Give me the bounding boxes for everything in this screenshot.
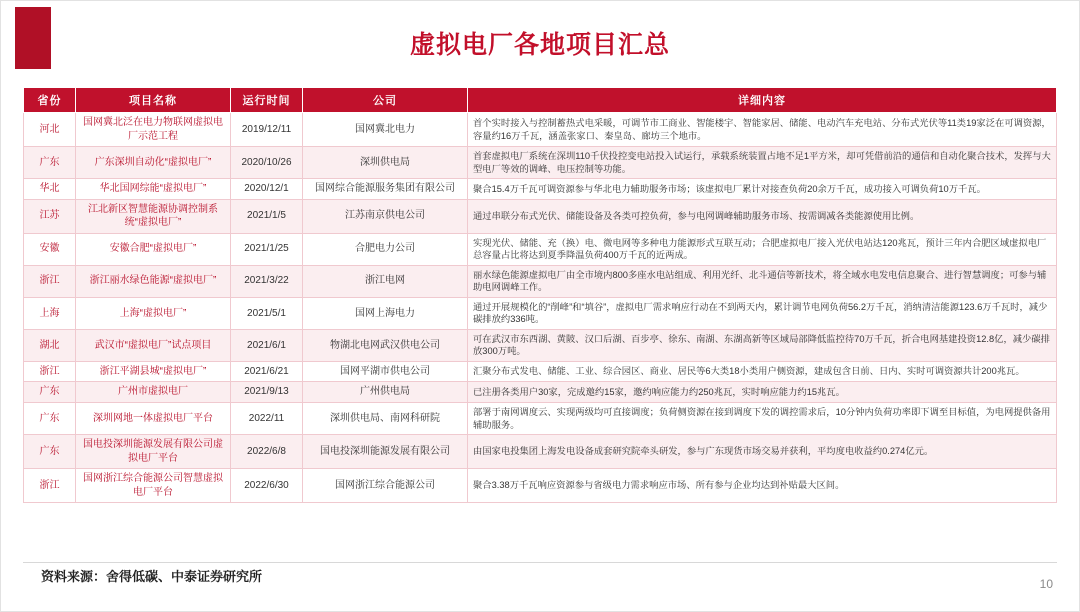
cell-company: 江苏南京供电公司 — [303, 199, 468, 233]
cell-date: 2019/12/11 — [231, 113, 303, 147]
cell-project: 华北国网综能“虚拟电厂” — [76, 179, 231, 200]
cell-company: 国网浙江综合能源公司 — [303, 469, 468, 503]
vpp-project-table — [23, 87, 1057, 503]
vpp-project-table-container — [23, 87, 1057, 503]
cell-province: 浙江 — [24, 265, 76, 297]
table-row — [24, 361, 1057, 382]
column-header-company: 公司 — [303, 88, 468, 113]
table-row — [24, 199, 1057, 233]
cell-company: 浙江电网 — [303, 265, 468, 297]
cell-project: 国网浙江综合能源公司智慧虚拟电厂平台 — [76, 469, 231, 503]
cell-project: 安徽合肥“虚拟电厂” — [76, 233, 231, 265]
cell-company: 国网上海电力 — [303, 297, 468, 329]
table-row — [24, 297, 1057, 329]
column-header-project: 项目名称 — [76, 88, 231, 113]
cell-detail: 部署于南网调度云、实现两级均可直接调度；负荷侧资源在接到调度下发的调控需求后，10分钟内负荷功率即下调至目标值，为电网提供备用辅助服务。 — [468, 402, 1057, 434]
cell-date: 2022/11 — [231, 402, 303, 434]
cell-province: 安徽 — [24, 233, 76, 265]
column-header-detail: 详细内容 — [468, 88, 1057, 113]
column-header-date: 运行时间 — [231, 88, 303, 113]
cell-company: 广州供电局 — [303, 382, 468, 403]
cell-company: 深圳供电局 — [303, 147, 468, 179]
cell-date: 2021/5/1 — [231, 297, 303, 329]
cell-date: 2022/6/30 — [231, 469, 303, 503]
cell-company: 物湖北电网武汉供电公司 — [303, 329, 468, 361]
cell-detail: 首套虚拟电厂系统在深圳110千伏投控变电站投入试运行，承载系统装置占地不足1平方米，却可凭借前沿的通信和自动化聚合技术，发挥与大型电厂等效的调峰、电压控制等功能。 — [468, 147, 1057, 179]
cell-project: 广东深圳自动化“虚拟电厂” — [76, 147, 231, 179]
cell-date: 2020/10/26 — [231, 147, 303, 179]
page-title: 虚拟电厂各地项目汇总 — [409, 31, 670, 59]
cell-project: 江北新区智慧能源协调控制系统“虚拟电厂” — [76, 199, 231, 233]
cell-province: 河北 — [24, 113, 76, 147]
cell-province: 广东 — [24, 382, 76, 403]
cell-date: 2022/6/8 — [231, 435, 303, 469]
table-row — [24, 113, 1057, 147]
cell-province: 浙江 — [24, 469, 76, 503]
cell-date: 2021/1/5 — [231, 199, 303, 233]
cell-province: 广东 — [24, 147, 76, 179]
cell-date: 2021/6/21 — [231, 361, 303, 382]
cell-detail: 通过开展规模化的“削峰”和“填谷”，虚拟电厂需求响应行动在不到两天内，累计调节电网负荷56.2万千瓦，消纳清洁能源123.6万千瓦时，减少碳排放约336吨。 — [468, 297, 1057, 329]
source-note: 资料来源：舍得低碳、中泰证券研究所 — [41, 569, 263, 584]
cell-detail: 丽水绿色能源虚拟电厂由全市境内800多座水电站组成、利用光纤、北斗通信等新技术，将全域水电发电信息聚合、进行智慧调度；可参与辅助电网调峰工作。 — [468, 265, 1057, 297]
cell-detail: 实现光伏、储能、充（换）电、微电网等多种电力能源形式互联互动；合肥虚拟电厂接入光伏电站达120兆瓦，预计三年内合肥区域虚拟电厂总容量占比将达到夏季降温负荷400万千瓦的近两成。 — [468, 233, 1057, 265]
table-row — [24, 402, 1057, 434]
cell-company: 国网平湖市供电公司 — [303, 361, 468, 382]
cell-project: 武汉市“虚拟电厂”试点项目 — [76, 329, 231, 361]
cell-company: 国网综合能源服务集团有限公司 — [303, 179, 468, 200]
cell-province: 浙江 — [24, 361, 76, 382]
page-number: 10 — [1039, 577, 1053, 591]
footer-divider — [23, 562, 1057, 563]
cell-date: 2021/6/1 — [231, 329, 303, 361]
cell-detail: 已注册各类用户30家，完成邀约15家，邀约响应能力约250兆瓦，实时响应能力约15兆瓦。 — [468, 382, 1057, 403]
cell-date: 2020/12/1 — [231, 179, 303, 200]
cell-province: 广东 — [24, 435, 76, 469]
cell-province: 广东 — [24, 402, 76, 434]
cell-detail: 由国家电投集团上海发电设备成套研究院牵头研发，参与广东现货市场交易并获利，平均度电收益约0.274亿元。 — [468, 435, 1057, 469]
cell-detail: 聚合15.4万千瓦可调资源参与华北电力辅助服务市场；该虚拟电厂累计对接查负荷20余万千瓦，成功接入可调负荷10万千瓦。 — [468, 179, 1057, 200]
cell-detail: 可在武汉市东西湖、黄陂、汉口后湖、百步亭、徐东、南湖、东湖高新等区域局部降低监控待70万千瓦，折合电网基建投资12.8亿，减少碳排放300万吨。 — [468, 329, 1057, 361]
cell-project: 广州市虚拟电厂 — [76, 382, 231, 403]
cell-detail: 首个实时接入与控制蓄热式电采暖，可调节市工商业、智能楼宇、智能家居、储能、电动汽车充电站、分布式光伏等11类19家泛在可调资源，容量约16万千瓦，涵盖张家口、秦皇岛、廊坊三个地市。 — [468, 113, 1057, 147]
table-row — [24, 435, 1057, 469]
cell-project: 浙江平湖县城“虚拟电厂” — [76, 361, 231, 382]
table-row — [24, 233, 1057, 265]
table-row — [24, 179, 1057, 200]
table-row — [24, 329, 1057, 361]
cell-company: 国网冀北电力 — [303, 113, 468, 147]
cell-province: 湖北 — [24, 329, 76, 361]
table-row — [24, 265, 1057, 297]
cell-date: 2021/1/25 — [231, 233, 303, 265]
table-row — [24, 147, 1057, 179]
cell-company: 深圳供电局、南网科研院 — [303, 402, 468, 434]
cell-project: 国电投深圳能源发展有限公司虚拟电厂平台 — [76, 435, 231, 469]
cell-detail: 汇聚分布式发电、储能、工业、综合园区、商业、居民等6大类18小类用户侧资源，建成包含日前、日内、实时可调资源共计200兆瓦。 — [468, 361, 1057, 382]
cell-province: 江苏 — [24, 199, 76, 233]
cell-project: 国网冀北泛在电力物联网虚拟电厂示范工程 — [76, 113, 231, 147]
cell-project: 上海“虚拟电厂” — [76, 297, 231, 329]
cell-detail: 通过串联分布式光伏、储能设备及各类可控负荷，参与电网调峰辅助服务市场、按需调减各类能源使用比例。 — [468, 199, 1057, 233]
cell-company: 合肥电力公司 — [303, 233, 468, 265]
column-header-province: 省份 — [24, 88, 76, 113]
cell-project: 浙江丽水绿色能源“虚拟电厂” — [76, 265, 231, 297]
table-row — [24, 382, 1057, 403]
cell-project: 深圳网地一体虚拟电厂平台 — [76, 402, 231, 434]
table-header-row — [24, 88, 1057, 113]
cell-province: 华北 — [24, 179, 76, 200]
cell-company: 国电投深圳能源发展有限公司 — [303, 435, 468, 469]
table-row — [24, 469, 1057, 503]
cell-date: 2021/9/13 — [231, 382, 303, 403]
cell-province: 上海 — [24, 297, 76, 329]
cell-date: 2021/3/22 — [231, 265, 303, 297]
cell-detail: 聚合3.38万千瓦响应资源参与省级电力需求响应市场、所有参与企业均达到补贴最大区间。 — [468, 469, 1057, 503]
